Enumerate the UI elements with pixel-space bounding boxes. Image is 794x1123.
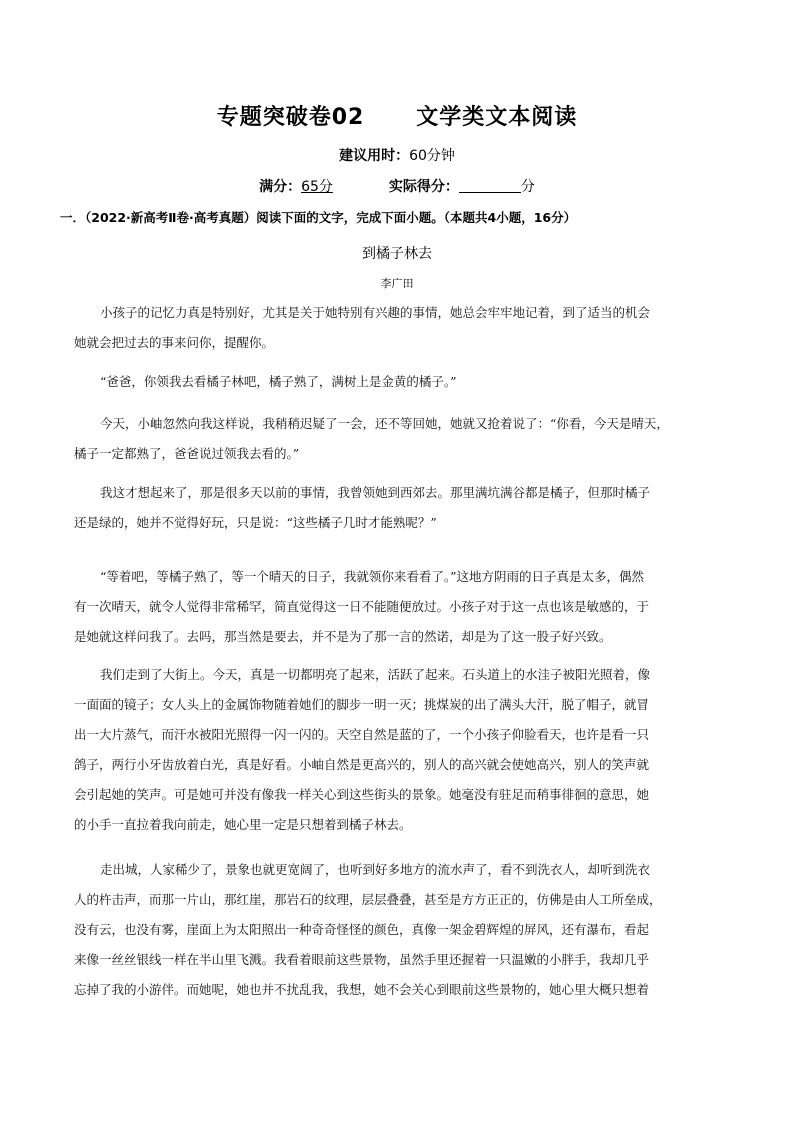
paragraph-line: 忘掉了我的小游伴。而她呢，她也并不扰乱我，我想，她不会关心到眼前这些景物的，她心里大概只想着 <box>74 982 650 997</box>
paragraph-line: 一面面的镜子；女人头上的金属饰物随着她们的脚步一明一灭；挑煤炭的出了满头大汗，脱了帽子，就冒 <box>74 697 650 712</box>
time-label: 建议用时： <box>339 148 410 164</box>
story-paragraph <box>74 409 728 469</box>
paragraph-line: 人的杵击声，而那一片山，那红崖，那岩石的纹理，层层叠叠，甚至是方方正正的，仿佛是由人工所垒成， <box>74 892 662 907</box>
actual-score-unit: 分 <box>520 179 535 195</box>
paragraph-line: “爸爸，你领我去看橘子林吧，橘子熟了，满树上是金黄的橘子。” <box>100 374 457 389</box>
paragraph-line: 的小手一直拉着我向前走，她心里一定是只想着到橘子林去。 <box>74 817 412 832</box>
story-paragraph <box>74 478 728 538</box>
story-paragraph <box>74 660 728 840</box>
paragraph-line: 来像一丝丝银线一样在半山里飞溅。我看着眼前这些景物，虽然手里还握着一只温嫩的小胖手，我却几乎 <box>74 952 650 967</box>
paragraph-line: 会引起她的笑声。可是她可并没有像我一样关心到这些街头的景象。她毫没有驻足而稍事徘徊的意思，她 <box>74 787 650 802</box>
story-paragraph <box>74 298 728 358</box>
story-title: 到橘子林去 <box>362 246 432 262</box>
paragraph-line: 橘子一定都熟了，爸爸说过领我去看的。” <box>74 446 300 461</box>
paragraph-line: 还是绿的，她并不觉得好玩，只是说：“这些橘子几时才能熟呢？” <box>74 515 437 530</box>
paragraph-line: 有一次晴天，就令人觉得非常稀罕，简直觉得这一日不能随便放过。小孩子对于这一点也该是敏感的，于 <box>74 599 650 614</box>
paragraph-line: 小孩子的记忆力真是特别好，尤其是关于她特别有兴趣的事情，她总会牢牢地记着，到了适当的机会 <box>100 305 651 320</box>
paragraph-line: “等着吧，等橘子熟了，等一个晴天的日子，我就领你来看看了。”这地方阴雨的日子真是太多，偶然 <box>100 569 645 584</box>
story-paragraph <box>74 855 728 1005</box>
story-paragraph <box>74 562 728 652</box>
suggested-time <box>0 145 794 165</box>
paragraph-line: 我们走到了大街上。今天，真是一切都明亮了起来，活跃了起来。石头道上的水洼子被阳光照着，像 <box>100 667 651 682</box>
paragraph-line: 今天，小岫忽然向我这样说，我稍稍迟疑了一会，还不等回她，她就又抢着说了：“你看，今天是晴天， <box>100 416 669 431</box>
section-heading: 一．（2022·新高考Ⅱ卷·高考真题）阅读下面的文字，完成下面小题。（本题共4小题，16分） <box>60 210 577 225</box>
paragraph-line: 她就会把过去的事来问你，提醒你。 <box>74 335 275 350</box>
paragraph-line: 鸽子，两行小牙齿放着白光，真是好看。小岫自然是更高兴的，别人的高兴就会使她高兴，别人的笑声就 <box>74 757 650 772</box>
paragraph-line: 走出城，人家稀少了，景象也就更宽阔了，也听到好多地方的流水声了，看不到洗衣人，却听到洗衣 <box>100 862 651 877</box>
paragraph-line: 出一大片蒸气，而汗水被阳光照得一闪一闪的。天空自然是蓝的了，一个小孩子仰脸看天，也许是看一只 <box>74 727 650 742</box>
score-line <box>0 176 794 196</box>
full-score-label: 满分： <box>259 179 302 195</box>
full-score-value: 65分 <box>301 179 333 195</box>
actual-score-blank[interactable] <box>459 178 521 193</box>
paragraph-line: 没有云，也没有雾，崖面上为太阳照出一种奇奇怪怪的颜色，真像一架金碧辉煌的屏风，还有瀑布，看起 <box>74 922 650 937</box>
page-title: 专题突破卷02 文学类文本阅读 <box>216 105 578 130</box>
paragraph-line: 是她就这样问我了。去吗，那当然是要去，并不是为了那一言的然诺，却是为了这一股子好兴致。 <box>74 629 612 644</box>
story-author: 李广田 <box>380 277 414 290</box>
time-value: 60分钟 <box>409 148 455 164</box>
actual-score-label: 实际得分： <box>388 179 459 195</box>
story-paragraph <box>74 367 728 397</box>
paragraph-line: 我这才想起来了，那是很多天以前的事情，我曾领她到西郊去。那里满坑满谷都是橘子，但那时橘子 <box>100 485 651 500</box>
